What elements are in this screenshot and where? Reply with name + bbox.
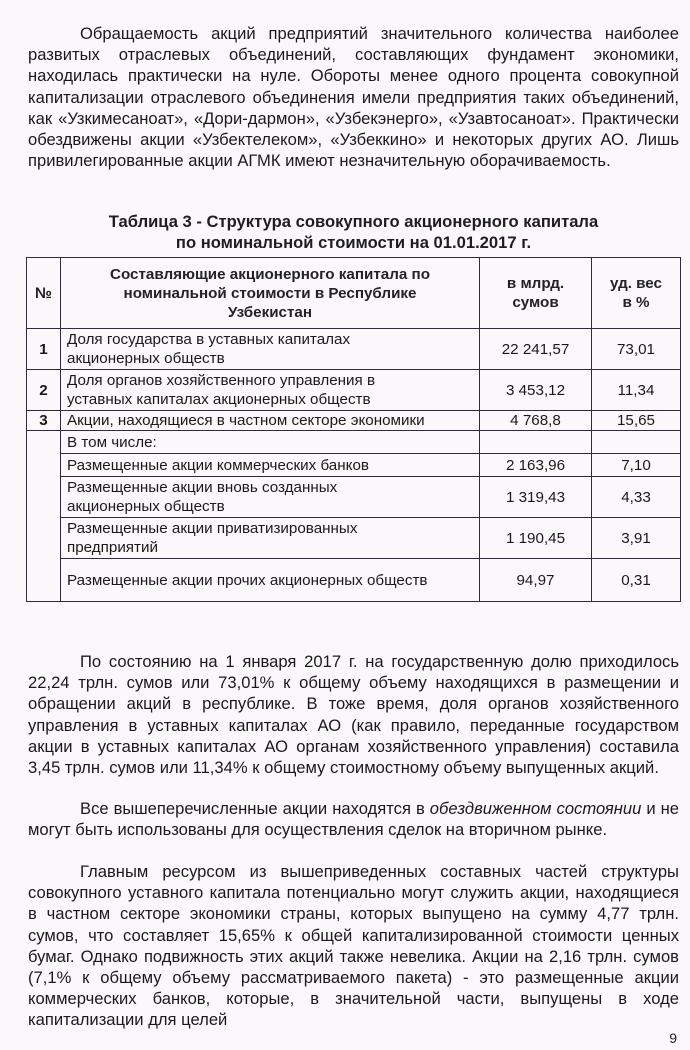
row-value: 4 768,8 — [480, 411, 592, 431]
paragraph-3-italic-text: обездвиженном состоянии — [429, 799, 642, 818]
paragraph-3-text-end: и не могут быть использованы для осуществления сделок на вторичном рынке. — [28, 799, 680, 840]
table-caption-line-1: Таблица 3 - Структура совокупного акционерного капитала — [108, 212, 599, 231]
header-value: в млрд. сумов — [480, 258, 592, 329]
table-row — [27, 411, 681, 431]
row-share: 73,01 — [592, 329, 681, 370]
header-share: уд. вес в % — [592, 258, 681, 329]
row-share: 0,31 — [592, 559, 681, 602]
row-share: 15,65 — [592, 411, 681, 431]
paragraph-2-text: По состоянию на 1 января 2017 г. на государственную долю приходилось 22,24 трлн. сумов или 73,01% к общему объему находящихся в размещении и обращении акций в республике. В тоже время, доля органов хозяйственного управления в уставных капиталах АО (как правило, переданные государством акции в уставных капиталах АО органам хозяйственного управления) составила 3,45 трлн. сумов или 11,34% к общему стоимостному объему выпущенных акций. — [28, 652, 679, 778]
paragraph-4-text: Главным ресурсом из вышеприведенных составных частей структуры совокупного уставного капитала потенциально могут служить акции, находящиеся в частном секторе экономики страны, которых выпущено на сумму 4,77 трлн. сумов, что составляет 15,65% к общей капитализированной стоимости ценных бумаг. Однако подвижность этих акций также невелика. Акции на 2,16 трлн. сумов (7,1% к общему объему рассматриваемого пакета) - это размещенные акции коммерческих банков, которые, в значительной части, выпущены в ходе капитализации для целей — [28, 862, 679, 1030]
row-label: Размещенные акции прочих акционерных обществ — [61, 559, 480, 602]
row-value: 3 453,12 — [480, 370, 592, 411]
capital-structure-table — [26, 257, 681, 602]
table-row — [27, 477, 681, 518]
table-row — [27, 370, 681, 411]
row-num: 3 — [27, 411, 61, 431]
row-value: 1 319,43 — [480, 477, 592, 518]
table-caption-line-2: по номинальной стоимости на 01.01.2017 г. — [175, 233, 532, 252]
row-num — [27, 559, 61, 602]
paragraph-1-text: Обращаемость акций предприятий значительного количества наиболее развитых отраслевых объединений, составляющих фундамент экономики, находилась практически на нуле. Обороты менее одного процента совокупной капитализации отраслевого объединения имели предприятия таких объединений, как «Узкимесаноат», «Дори-дармон», «Узбекэнерго», «Узавтосаноат». Практически обездвижены акции «Узбектелеком», «Узбеккино» и некоторых других АО. Лишь привилегированные акции АГМК имеют незначительную оборачиваемость. — [28, 24, 679, 171]
row-value: 22 241,57 — [480, 329, 592, 370]
row-share: 3,91 — [592, 518, 681, 559]
row-value: 94,97 — [480, 559, 592, 602]
row-label: Акции, находящиеся в частном секторе экономики — [61, 411, 480, 431]
table-caption — [28, 211, 679, 253]
row-label: Размещенные акции вновь созданных акционерных обществ — [61, 477, 480, 518]
paragraph-1 — [28, 23, 679, 171]
paragraph-4 — [28, 861, 679, 1031]
row-num — [27, 518, 61, 559]
header-component: Составляющие акционерного капитала по номинальной стоимости в Республике Узбекистан — [61, 258, 480, 329]
row-num — [27, 477, 61, 518]
table-row — [27, 559, 681, 602]
row-num — [27, 454, 61, 477]
row-label: Размещенные акции коммерческих банков — [61, 454, 480, 477]
row-value: 2 163,96 — [480, 454, 592, 477]
row-value: 1 190,45 — [480, 518, 592, 559]
row-share — [592, 431, 681, 454]
paragraph-3-text-start: Все вышеперечисленные акции находятся в — [80, 799, 430, 818]
row-share: 7,10 — [592, 454, 681, 477]
row-label: Доля государства в уставных капиталах акционерных обществ — [61, 329, 480, 370]
row-num: 1 — [27, 329, 61, 370]
row-value — [480, 431, 592, 454]
row-num: 2 — [27, 370, 61, 411]
row-label: В том числе: — [61, 431, 480, 454]
row-label: Доля органов хозяйственного управления в уставных капиталах акционерных обществ — [61, 370, 480, 411]
table-row-subheader — [27, 431, 681, 454]
page-number: 9 — [669, 1030, 677, 1046]
table-row — [27, 518, 681, 559]
paragraph-2 — [28, 651, 679, 778]
table-row — [27, 454, 681, 477]
header-num: № — [27, 258, 61, 329]
row-num — [27, 431, 61, 454]
table-row — [27, 329, 681, 370]
row-label: Размещенные акции приватизированных предприятий — [61, 518, 480, 559]
row-share: 11,34 — [592, 370, 681, 411]
table-header-row — [27, 258, 681, 329]
paragraph-3 — [28, 798, 679, 840]
row-share: 4,33 — [592, 477, 681, 518]
